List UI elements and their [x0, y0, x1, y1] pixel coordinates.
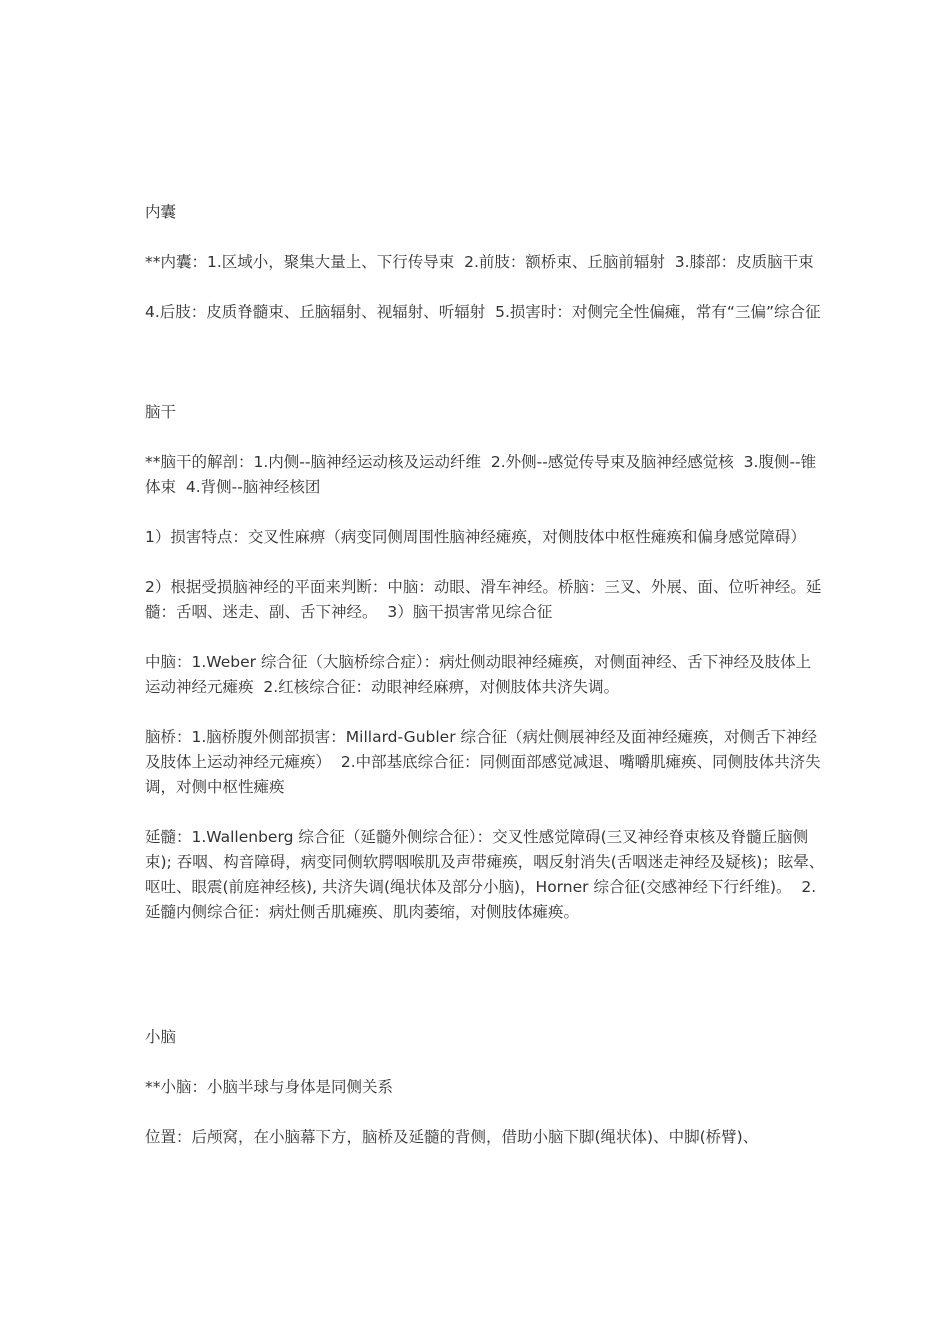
paragraph: 延髓：1.Wallenberg 综合征（延髓外侧综合征）：交叉性感觉障碍(三叉神经脊束核及脊髓丘脑侧束); 吞咽、构音障碍，病变同侧软腭咽喉肌及声带瘫痪，咽反射消失(舌咽迷走神经及疑核)；眩晕、呕吐、眼震(前庭神经核), 共济失调(绳状体及部分小脑)，Horner 综合征(交感神经下行纤维)。 2.延髓内侧综合征：病灶侧舌肌瘫痪、肌肉萎缩，对侧肢体瘫痪。	[145, 828, 825, 921]
paragraph: 1）损害特点：交叉性麻痹（病变同侧周围性脑神经瘫痪，对侧肢体中枢性瘫痪和偏身感觉障碍）	[145, 528, 806, 546]
paragraph: 4.后肢：皮质脊髓束、丘脑辐射、视辐射、听辐射 5.损害时：对侧完全性偏瘫，常有“三偏”综合征	[145, 303, 821, 321]
paragraph: 位置：后颅窝，在小脑幕下方，脑桥及延髓的背侧，借助小脑下脚(绳状体)、中脚(桥臂)、	[145, 1128, 759, 1146]
paragraph: **内囊：1.区域小，聚集大量上、下行传导束 2.前肢：额桥束、丘脑前辐射 3.膝部：皮质脑干束	[145, 253, 814, 271]
paragraph: 脑桥：1.脑桥腹外侧部损害：Millard-Gubler 综合征（病灶侧展神经及面神经瘫痪，对侧舌下神经及肢体上运动神经元瘫痪） 2.中部基底综合征：同侧面部感觉减退、嘴嚼肌瘫痪、同侧肢体共济失调，对侧中枢性瘫痪	[145, 728, 821, 796]
paragraph: 中脑：1.Weber 综合征（大脑桥综合症）：病灶侧动眼神经瘫痪，对侧面神经、舌下神经及肢体上运动神经元瘫痪 2.红核综合征：动眼神经麻痹，对侧肢体共济失调。	[145, 653, 812, 696]
paragraph: 2）根据受损脑神经的平面来判断：中脑：动眼、滑车神经。桥脑：三叉、外展、面、位听神经。延髓：舌咽、迷走、副、舌下神经。 3）脑干损害常见综合征	[145, 578, 822, 621]
paragraph: **小脑：小脑半球与身体是同侧关系	[145, 1078, 394, 1096]
paragraph: **脑干的解剖：1.内侧--脑神经运动核及运动纤维 2.外侧--感觉传导束及脑神经感觉核 3.腹侧--锥体束 4.背侧--脑神经核团	[145, 453, 817, 496]
section-heading-cerebellum: 小脑	[145, 1028, 177, 1046]
section-heading-brainstem: 脑干	[145, 403, 177, 421]
document-content	[145, 200, 825, 1150]
section-heading-internal-capsule: 内囊	[145, 203, 177, 221]
